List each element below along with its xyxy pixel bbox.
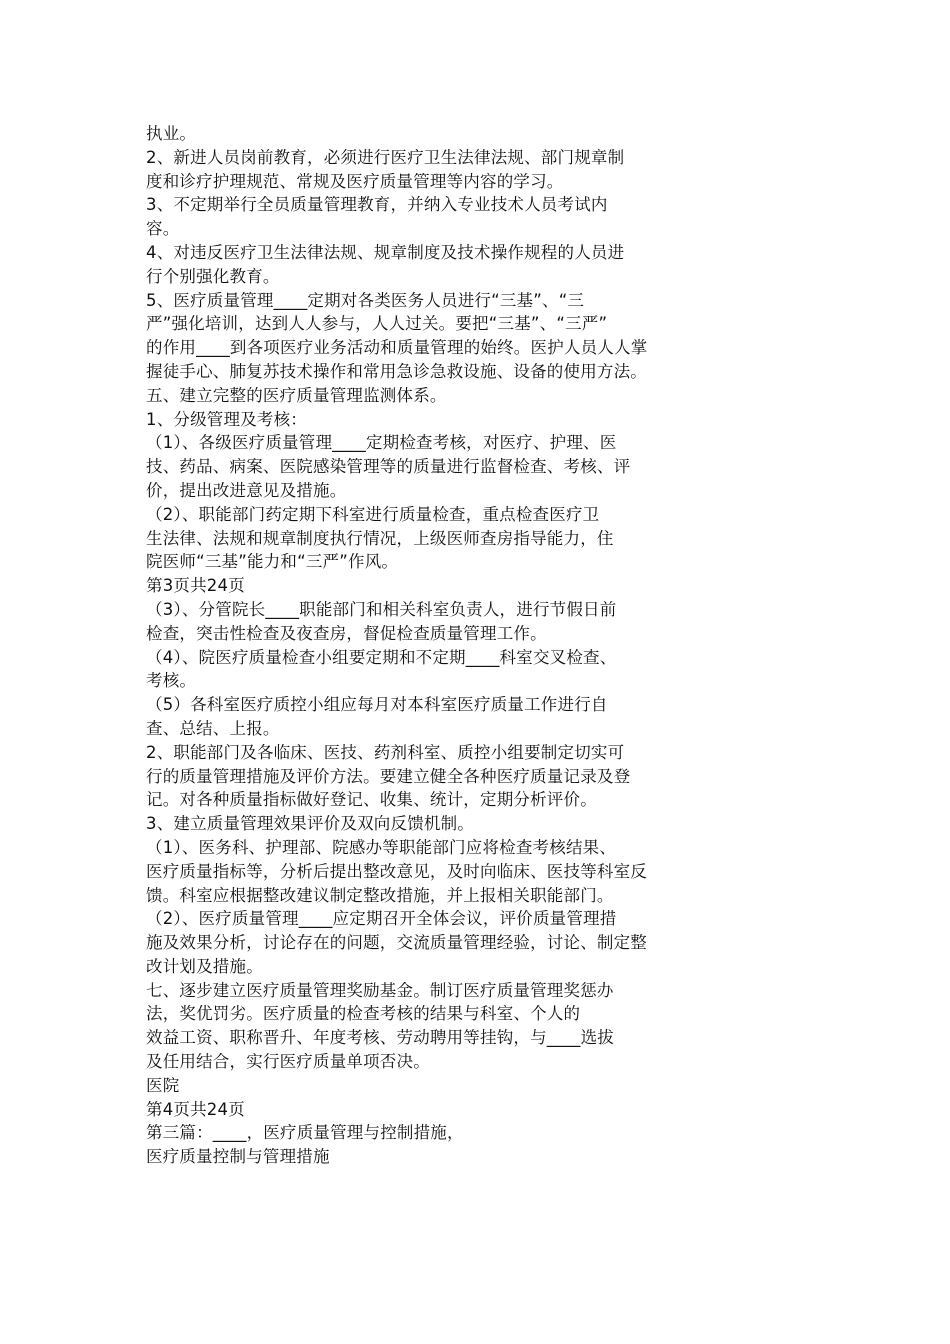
text-line: 价，提出改进意见及措施。: [146, 480, 347, 500]
text-line: 执业。: [146, 124, 197, 143]
section-heading: 七、逐步建立医疗质量管理奖励基金。制订医疗质量管理奖惩办: [146, 980, 614, 1000]
text-line: 2、新进人员岗前教育，必须进行医疗卫生法律法规、部门规章制: [146, 147, 625, 167]
text-line: 握徒手心、肺复苏技术操作和常用急诊急救设施、设备的使用方法。: [146, 361, 647, 381]
text-line: 5、医疗质量管理____定期对各类医务人员进行“三基”、“三: [146, 290, 585, 310]
text-line: 4、对违反医疗卫生法律法规、规章制度及技术操作规程的人员进: [146, 242, 625, 262]
text-line: 医疗质量指标等，分析后提出整改意见，及时向临床、医技等科室反: [146, 861, 647, 881]
text-line: 行的质量管理措施及评价方法。要建立健全各种医疗质量记录及登: [146, 766, 631, 786]
text-line: （1）、医务科、护理部、院感办等职能部门应将检查考核结果、: [146, 837, 617, 857]
text-line: 查、总结、上报。: [146, 718, 280, 738]
document-body: [146, 122, 746, 1169]
text-line: 严”强化培训，达到人人参与，人人过关。要把“三基”、“三严”: [146, 314, 608, 334]
section-heading: 五、建立完整的医疗质量管理监测体系。: [146, 385, 447, 405]
text-line: （5）各科室医疗质控小组应每月对本科室医疗质量工作进行自: [146, 695, 608, 715]
text-line: 检查，突击性检查及夜查房，督促检查质量管理工作。: [146, 623, 547, 643]
text-line: 医院: [146, 1075, 180, 1095]
text-line: （1）、各级医疗质量管理____定期检查考核，对医疗、护理、医: [146, 433, 617, 453]
text-line: 1、分级管理及考核：: [146, 409, 307, 429]
chapter-title: 第三篇：____，医疗质量管理与控制措施，: [146, 1123, 464, 1143]
text-line: （3）、分管院长____职能部门和相关科室负责人，进行节假日前: [146, 599, 617, 619]
text-line: 考核。: [146, 671, 197, 691]
text-line: 馈。科室应根据整改建议制定整改措施，并上报相关职能部门。: [146, 885, 614, 905]
text-line: 度和诊疗护理规范、常规及医疗质量管理等内容的学习。: [146, 171, 564, 191]
page-number: 第4页共24页: [146, 1099, 245, 1119]
text-line: 法，奖优罚劣。医疗质量的检查考核的结果与科室、个人的: [146, 1004, 581, 1024]
text-line: （4）、院医疗质量检查小组要定期和不定期____科室交叉检查、: [146, 647, 617, 667]
text-line: 行个别强化教育。: [146, 266, 280, 286]
page-number: 第3页共24页: [146, 576, 245, 596]
text-line: 3、建立质量管理效果评价及双向反馈机制。: [146, 814, 474, 834]
text-line: 效益工资、职称晋升、年度考核、劳动聘用等挂钩，与____选拔: [146, 1028, 614, 1048]
text-line: 容。: [146, 219, 180, 239]
text-line: 及任用结合，实行医疗质量单项否决。: [146, 1052, 430, 1072]
chapter-subtitle: 医疗质量控制与管理措施: [146, 1147, 330, 1167]
text-line: （2）、职能部门药定期下科室进行质量检查，重点检查医疗卫: [146, 504, 600, 524]
text-line: 生法律、法规和规章制度执行情况，上级医师查房指导能力，住: [146, 528, 614, 548]
text-line: 技、药品、病案、医院感染管理等的质量进行监督检查、考核、评: [146, 457, 631, 477]
text-line: 3、不定期举行全员质量管理教育，并纳入专业技术人员考试内: [146, 195, 608, 215]
text-line: 院医师“三基”能力和“三严”作风。: [146, 552, 399, 572]
text-line: 2、职能部门及各临床、医技、药剂科室、质控小组要制定切实可: [146, 742, 625, 762]
text-line: 施及效果分析，讨论存在的问题，交流质量管理经验，讨论、制定整: [146, 933, 647, 953]
text-line: 记。对各种质量指标做好登记、收集、统计，定期分析评价。: [146, 790, 597, 810]
text-line: 改计划及措施。: [146, 956, 263, 976]
text-line: 的作用____到各项医疗业务活动和质量管理的始终。医护人员人人掌: [146, 338, 648, 358]
text-line: （2）、医疗质量管理____应定期召开全体会议，评价质量管理措: [146, 909, 617, 929]
